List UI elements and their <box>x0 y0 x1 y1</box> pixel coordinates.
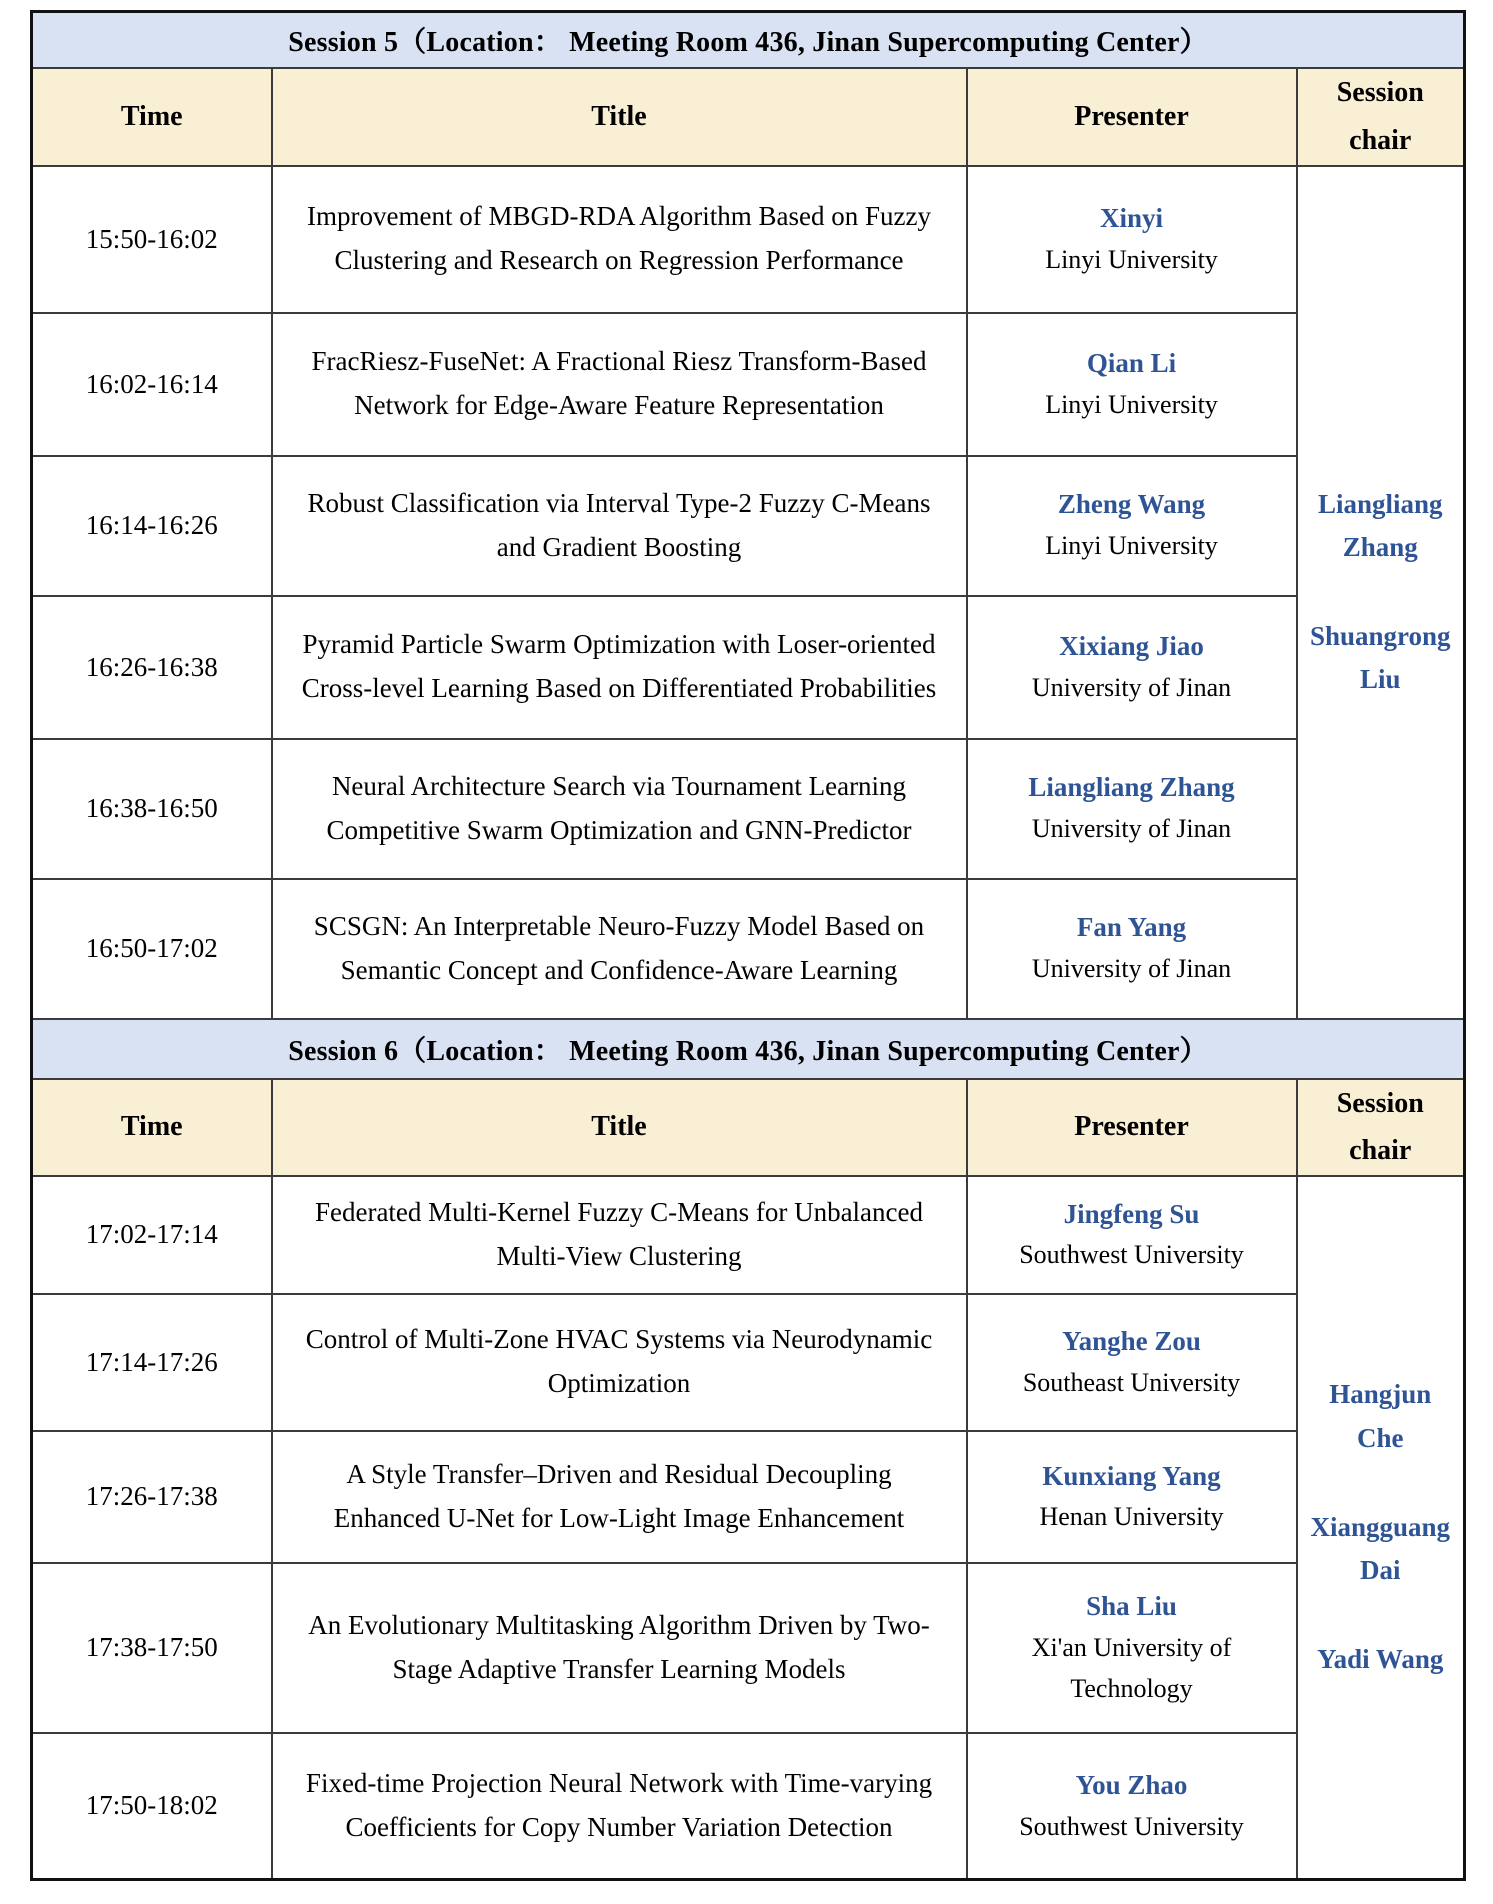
table-row <box>32 1431 1465 1563</box>
talk-title: An Evolutionary Multitasking Algorithm Driven by Two-Stage Adaptive Transfer Learning Models <box>272 1563 967 1733</box>
talk-title: Fixed-time Projection Neural Network with Time-varying Coefficients for Copy Number Variation Detection <box>272 1733 967 1880</box>
talk-time: 16:26-16:38 <box>32 596 272 739</box>
presenter-name: Kunxiang Yang <box>1042 1460 1221 1491</box>
schedule-table <box>30 10 1466 1881</box>
presenter-affiliation: University of Jinan <box>1031 954 1232 984</box>
session-5-title: Session 5（Location： Meeting Room 436, Jinan Supercomputing Center） <box>32 12 1465 68</box>
presenter-affiliation: Linyi University <box>1045 531 1218 561</box>
presenter-name: Yanghe Zou <box>1062 1326 1201 1357</box>
talk-title: Robust Classification via Interval Type-2 Fuzzy C-Means and Gradient Boosting <box>272 456 967 596</box>
talk-title: SCSGN: An Interpretable Neuro-Fuzzy Model Based on Semantic Concept and Confidence-Aware Learning <box>272 879 967 1019</box>
session-6-column-header-row <box>32 1079 1465 1176</box>
session-6-header-row <box>32 1019 1465 1079</box>
chair-name: Xiangguang Dai <box>1310 1511 1451 1586</box>
presenter-affiliation: Linyi University <box>1045 389 1218 419</box>
talk-title: Pyramid Particle Swarm Optimization with Loser-oriented Cross-level Learning Based on Differentiated Probabilities <box>272 596 967 739</box>
talk-presenter-cell <box>967 313 1297 456</box>
session-6-chair-cell <box>1297 1176 1465 1880</box>
talk-time: 17:50-18:02 <box>32 1733 272 1880</box>
session-5-header-row <box>32 12 1465 68</box>
chair-name: Shuangrong Liu <box>1309 621 1451 695</box>
chair-name: Hangjun Che <box>1329 1379 1432 1453</box>
talk-title: Improvement of MBGD-RDA Algorithm Based on Fuzzy Clustering and Research on Regression Performance <box>272 166 967 313</box>
talk-time: 15:50-16:02 <box>32 166 272 313</box>
presenter-name: Sha Liu <box>1086 1591 1177 1622</box>
chair-name: Yadi Wang <box>1317 1644 1444 1675</box>
talk-time: 16:14-16:26 <box>32 456 272 596</box>
talk-title: Federated Multi-Kernel Fuzzy C-Means for Unbalanced Multi-View Clustering <box>272 1176 967 1294</box>
talk-time: 16:02-16:14 <box>32 313 272 456</box>
session-5-column-header-row <box>32 68 1465 166</box>
presenter-name: Zheng Wang <box>1057 489 1206 520</box>
column-header-session-chair: Session chair <box>1297 1079 1465 1176</box>
column-header-presenter: Presenter <box>967 68 1297 166</box>
table-row <box>32 456 1465 596</box>
talk-time: 16:50-17:02 <box>32 879 272 1019</box>
talk-presenter-cell <box>967 456 1297 596</box>
column-header-session-chair: Session chair <box>1297 68 1465 166</box>
talk-presenter-cell <box>967 1431 1297 1563</box>
presenter-affiliation: Southwest University <box>1019 1811 1244 1841</box>
presenter-name: Jingfeng Su <box>1063 1198 1200 1229</box>
session-5-chair-cell <box>1297 166 1465 1019</box>
talk-presenter-cell <box>967 739 1297 879</box>
talk-presenter-cell <box>967 879 1297 1019</box>
presenter-name: Liangliang Zhang <box>1028 772 1235 803</box>
presenter-affiliation: Southwest University <box>1019 1240 1244 1270</box>
presenter-name: Xixiang Jiao <box>1059 630 1204 661</box>
presenter-name: Fan Yang <box>1076 912 1187 943</box>
presenter-name: You Zhao <box>1075 1769 1188 1800</box>
table-row <box>32 1733 1465 1880</box>
column-header-time: Time <box>32 1079 272 1176</box>
presenter-affiliation: University of Jinan <box>1031 814 1232 844</box>
talk-presenter-cell <box>967 166 1297 313</box>
talk-presenter-cell <box>967 596 1297 739</box>
presenter-affiliation: Linyi University <box>1045 244 1218 274</box>
talk-presenter-cell <box>967 1563 1297 1733</box>
talk-time: 17:14-17:26 <box>32 1294 272 1431</box>
column-header-presenter: Presenter <box>967 1079 1297 1176</box>
talk-time: 17:26-17:38 <box>32 1431 272 1563</box>
talk-time: 16:38-16:50 <box>32 739 272 879</box>
presenter-affiliation: Henan University <box>1039 1502 1224 1532</box>
talk-title: FracRiesz-FuseNet: A Fractional Riesz Transform-Based Network for Edge-Aware Feature Representation <box>272 313 967 456</box>
presenter-affiliation: Southeast University <box>1022 1367 1241 1397</box>
table-row <box>32 739 1465 879</box>
talk-time: 17:38-17:50 <box>32 1563 272 1733</box>
table-row <box>32 596 1465 739</box>
column-header-time: Time <box>32 68 272 166</box>
column-header-title: Title <box>272 68 967 166</box>
talk-presenter-cell <box>967 1294 1297 1431</box>
chair-name: Liangliang Zhang <box>1317 488 1443 562</box>
column-header-title: Title <box>272 1079 967 1176</box>
talk-title: Neural Architecture Search via Tournament Learning Competitive Swarm Optimization and GNN-Predictor <box>272 739 967 879</box>
table-row <box>32 313 1465 456</box>
presenter-name: Xinyi <box>1099 202 1164 233</box>
talk-presenter-cell <box>967 1733 1297 1880</box>
session-6-title: Session 6（Location： Meeting Room 436, Jinan Supercomputing Center） <box>32 1019 1465 1079</box>
table-row <box>32 166 1465 313</box>
table-row <box>32 1294 1465 1431</box>
presenter-affiliation: University of Jinan <box>1031 672 1232 702</box>
talk-title: Control of Multi-Zone HVAC Systems via Neurodynamic Optimization <box>272 1294 967 1431</box>
table-row <box>32 1563 1465 1733</box>
talk-time: 17:02-17:14 <box>32 1176 272 1294</box>
talk-presenter-cell <box>967 1176 1297 1294</box>
table-row <box>32 879 1465 1019</box>
talk-title: A Style Transfer–Driven and Residual Decoupling Enhanced U-Net for Low-Light Image Enhancement <box>272 1431 967 1563</box>
table-row <box>32 1176 1465 1294</box>
presenter-name: Qian Li <box>1086 347 1177 378</box>
presenter-affiliation: Xi'an University of Technology <box>1031 1633 1232 1703</box>
